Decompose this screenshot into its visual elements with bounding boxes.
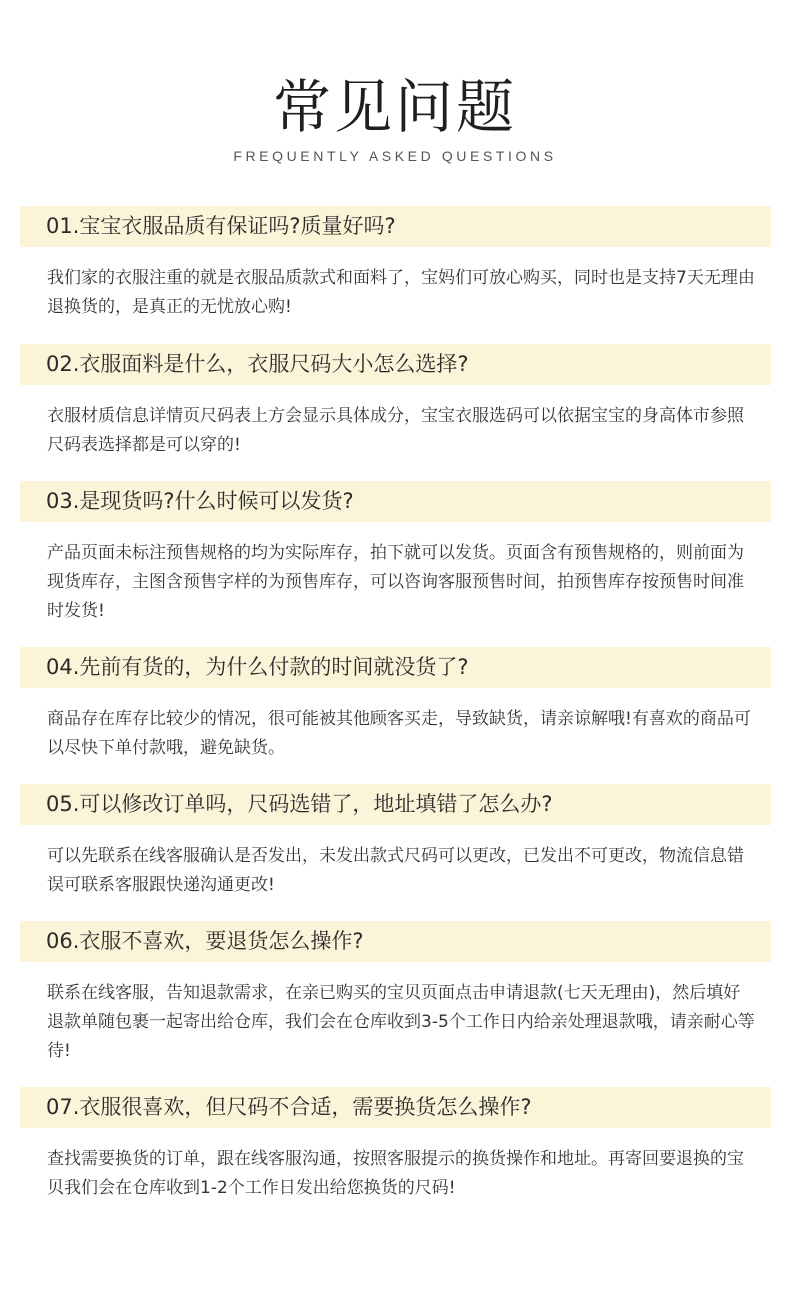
faq-answer: 查找需要换货的订单，跟在线客服沟通，按照客服提示的换货操作和地址。再寄回要退换的宝贝我们会在仓库收到1-2个工作日发出给您换货的尺码! xyxy=(47,1149,744,1198)
page-subtitle: FREQUENTLY ASKED QUESTIONS xyxy=(233,148,557,164)
faq-answer: 我们家的衣服注重的就是衣服品质款式和面料了，宝妈们可放心购买，同时也是支持7天无理由退换货的，是真正的无忧放心购! xyxy=(47,268,755,317)
faq-answer: 产品页面未标注预售规格的均为实际库存，拍下就可以发货。页面含有预售规格的，则前面为现货库存，主图含预售字样的为预售库存，可以咨询客服预售时间，拍预售库存按预售时间准时发货! xyxy=(47,543,744,621)
faq-question: 05.可以修改订单吗，尺码选错了，地址填错了怎么办? xyxy=(20,784,771,825)
faq-question: 07.衣服很喜欢，但尺码不合适，需要换货怎么操作? xyxy=(20,1087,771,1128)
faq-item-07 xyxy=(20,1087,771,1203)
faq-answer: 衣服材质信息详情页尺码表上方会显示具体成分，宝宝衣服选码可以依据宝宝的身高体市参照尺码表选择都是可以穿的! xyxy=(47,406,744,455)
faq-answer: 联系在线客服，告知退款需求，在亲已购买的宝贝页面点击申请退款(七天无理由)，然后填好退款单随包裹一起寄出给仓库，我们会在仓库收到3-5个工作日内给亲处理退款哦，请亲耐心等待! xyxy=(47,983,755,1061)
faq-item-05 xyxy=(20,784,771,900)
faq-item-03 xyxy=(20,481,771,626)
faq-answer: 商品存在库存比较少的情况，很可能被其他顾客买走，导致缺货，请亲谅解哦!有喜欢的商品可以尽快下单付款哦，避免缺货。 xyxy=(47,709,751,758)
page-header xyxy=(0,72,790,164)
faq-question: 04.先前有货的，为什么付款的时间就没货了? xyxy=(20,647,771,688)
faq-item-02 xyxy=(20,344,771,460)
faq-question: 01.宝宝衣服品质有保证吗?质量好吗? xyxy=(20,206,771,247)
faq-question: 03.是现货吗?什么时候可以发货? xyxy=(20,481,771,522)
faq-question: 06.衣服不喜欢，要退货怎么操作? xyxy=(20,921,771,962)
faq-item-04 xyxy=(20,647,771,763)
faq-item-01 xyxy=(20,206,771,322)
faq-question: 02.衣服面料是什么，衣服尺码大小怎么选择? xyxy=(20,344,771,385)
page-title: 常见问题 xyxy=(272,73,517,141)
faq-answer: 可以先联系在线客服确认是否发出，未发出款式尺码可以更改，已发出不可更改，物流信息错误可联系客服跟快递沟通更改! xyxy=(47,846,744,895)
faq-item-06 xyxy=(20,921,771,1066)
